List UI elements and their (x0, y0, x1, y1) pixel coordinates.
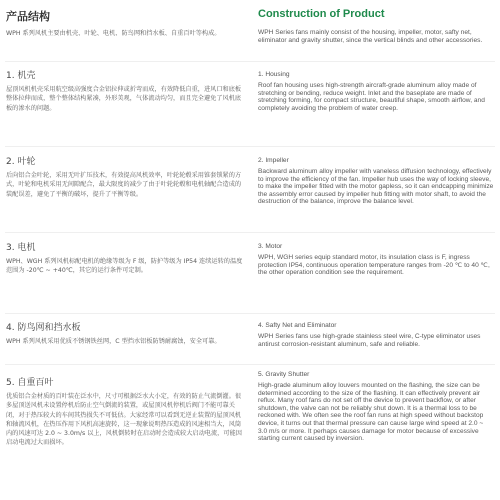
en-section-safety-net (258, 322, 494, 348)
section-divider (5, 313, 495, 314)
en-body-impeller: Backward aluminum alloy impeller with vaneless diffusion technology, effectively to improve the efficiency of the fan. Impeller hub uses the way of locking sleeve, to make the impeller fitted with the motor gapless, so it can endcapping minimize the assembly error caused by impeller hub fitting with motor shaft, to avoid the destruction of the balance, improve the balance level. (258, 168, 494, 206)
section-divider (5, 364, 495, 365)
cn-body-motor: WPH、WGH 系列风机标配电机的绝缘等级为 F 级，防护等级为 IP54 连续运转的温度范围为 -20℃ ~ +40℃，其它的运行条件可定制。 (6, 258, 243, 275)
en-heading-motor: 3. Motor (258, 243, 283, 250)
section-divider (5, 146, 495, 147)
en-section-housing (258, 71, 494, 112)
section-divider (5, 232, 495, 233)
cn-heading-housing: 1. 机壳 (6, 71, 36, 81)
cn-section-gravity-shutter (6, 375, 244, 448)
en-section-gravity-shutter (258, 371, 494, 443)
en-intro: WPH Series fans mainly consist of the housing, impeller, motor, safty net, eliminator and gravity shutter, since the vertical blinds and other accessories. (258, 29, 483, 44)
cn-heading-motor: 3. 电机 (6, 243, 36, 253)
en-body-housing: Roof fan housing uses high-strength aircraft-grade aluminum alloy made of stretching or bending, reduce weight. Inlet and the baseplate are made of stretching forming, for compact structure, beautiful shape, smooth airflow, and completely avoiding the problem of water creep. (258, 82, 485, 112)
cn-body-impeller: 后向铝合金叶轮，采用无叶扩压技术，有效提高风机效率，叶轮轮毂采用锥套锁紧的方式，叶轮和电机采用无间隙配合，最大限度的减少了由于叶轮轮毂和电机轴配合造成的装配误差，避免了平衡的破坏，提升了平衡等级。 (6, 172, 242, 198)
en-heading-safety-net: 4. Safty Net and Eliminator (258, 322, 337, 329)
en-body-motor: WPH, WGH series equip standard motor, its insulation class is F, ingress protection IP54, continuous operation temperature ranges from -20 ℃ to 40 ℃, the other operation condition see the requirement. (258, 254, 490, 277)
en-body-safety-net: WPH Series fans use high-grade stainless steel wire, C-type eliminator uses antirust corrosion-resistant aluminum, safe and reliable. (258, 333, 481, 348)
cn-intro: WPH 系列风机主要由机壳、叶轮、电机、防鸟网和挡水板、自重百叶等构成。 (6, 30, 221, 37)
en-section-motor (258, 243, 494, 277)
cn-section-housing (6, 68, 244, 113)
cn-section-impeller (6, 154, 244, 199)
cn-title: 产品结构 (6, 10, 50, 23)
en-heading-impeller: 2. Impeller (258, 157, 289, 164)
cn-section-motor (6, 240, 244, 276)
en-heading-gravity-shutter: 5. Gravity Shutter (258, 371, 310, 378)
cn-body-gravity-shutter: 优质铝合金材质的百叶装在泛水中，尺寸可根据泛水大小定，有效的防止气流倒灌。很多屋顶送风机未设置停机后防止空气倒流的装置，或屋顶风机停机后阀门不能可靠关闭，对于热压较大的车间其热损失不可低估。大家经常可以看到无逆止装置的屋顶风机和轴流风机，在热压作用下风机高速旋转，这一现象说明热压造成的风速相当大，风筒内的风速可达 2.0 ~ 3.0m/s 以上，风机倒转时在启动时会造成较大启动电流，可能因启动电流过大而损坏。 (6, 393, 242, 447)
cn-heading-gravity-shutter: 5. 自重百叶 (6, 378, 54, 388)
section-divider (5, 61, 495, 62)
cn-heading-safety-net: 4. 防鸟网和挡水板 (6, 323, 81, 333)
en-heading-housing: 1. Housing (258, 71, 290, 78)
cn-heading-impeller: 2. 叶轮 (6, 157, 36, 167)
en-title: Construction of Product (258, 8, 385, 20)
cn-section-safety-net (6, 320, 244, 346)
cn-body-safety-net: WPH 系列风机采用优质不锈钢铁丝网，C 型挡水铝板防锈耐腐蚀，安全可靠。 (6, 338, 221, 345)
en-body-gravity-shutter: High-grade aluminum alloy louvers mounted on the flashing, the size can be determined according to the size of the flashing. It can effectively prevent air reflux. Many roof fans do not set off the device to prevent backflow, or after shutdown, the valve can not be reliably shut down. It is a thermal loss to be reckoned with. We often see the roof fan runs at high speed without backstop device, it turns out that thermal pressure can cause large wind speed at 2.0 ~ 3.0 m/s or more. It perhaps causes damage for motor because of excessive starting current caused by inversion. (258, 382, 484, 443)
cn-body-housing: 屋顶风机机壳采用航空级高强度合金铝拉伸或折弯而成，有效降低自重，进风口和底板整体拉伸而成，整个整体结构紧凑，外形美观，气体流动均匀，而且完全避免了风机底板的渗水的问题。 (6, 86, 242, 112)
en-section-impeller (258, 157, 494, 206)
